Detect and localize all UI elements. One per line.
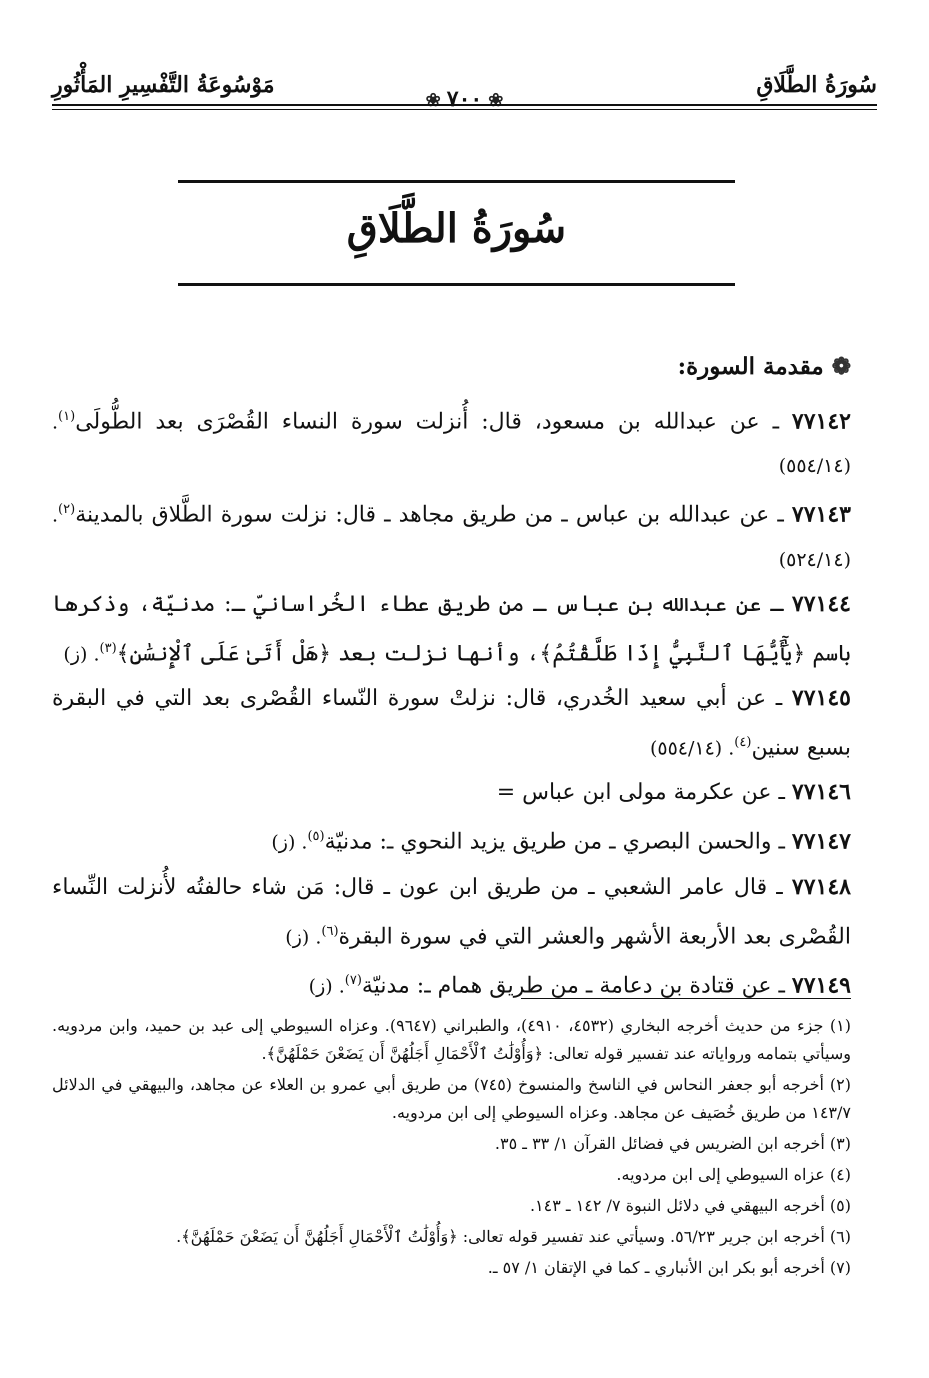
entry-text: ـ عن أبي سعيد الخُدري، قال: نزلتْ سورة النّساء القُصْرى بعد التي في البقرة بسبع سنين [52,685,851,761]
entry-77144 [52,582,851,676]
entry-reference: . (ز) [63,642,100,665]
entry-text: ـ قال عامر الشعبي ـ من طريق ابن عون ـ قال: مَن شاء حالفتُه لأُنزلت النِّساء القُصْرى بعد الأربعة الأشهر والعشر التي في سورة البقرة [52,874,851,949]
footnote-6: (٦) أخرجه ابن جرير ٥٦/٢٣. وسيأتي عند تفسير قوله تعالى: ﴿وَأُوْلَٰتُ ٱلْأَحْمَالِ أَجَلُهُنَّ أَن يَضَعْنَ حَمْلَهُنَّ﴾. [176,1227,851,1246]
entry-77143 [52,488,851,581]
entry-text: ـ عن عبدالله بن عباس ـ من طريق مجاهد ـ قال: نزلت سورة الطَّلاق بالمدينة [75,502,792,528]
ornament-icon: ❀ [488,90,504,111]
footnote-7: (٧) أخرجه أبو بكر ابن الأنباري ـ كما في الإتقان ١/ ٥٧ ـ. [487,1258,851,1277]
section-heading [52,345,851,389]
title-rule-top [178,180,735,183]
footnote-marker: (٥) [307,829,325,845]
entry-number: ٧٧١٤٦ [791,779,851,806]
entry-77146 [52,770,851,815]
footnotes [52,1012,851,1285]
entry-reference: . (٥٥٤/١٤) [649,737,735,760]
footnote-rule [521,998,851,999]
entry-reference: . (ز) [285,925,322,948]
entry-reference: . (٥٥٤/١٤) [52,411,851,478]
footnote-marker: (٢) [58,502,76,518]
running-header [52,60,877,130]
header-surah-name: سُورَةُ الطَّلَاقِ [756,72,877,98]
entry-text: ـ عن عبدالله بن عباس ـ من طريق عطاء الخُراسانيّ ـ: مدنيّة، وذكرها باسم ﴿يَٰٓأَيُّهَا ٱلنَّبِيُّ إِذَا طَلَّقْتُمُ﴾، وأنها نزلت بعد ﴿هَلْ أَتَىٰ عَلَى ٱلْإِنسَٰنِ﴾ [52,591,851,666]
entry-number: ٧٧١٤٤ [791,590,851,617]
entry-number: ٧٧١٤٨ [791,873,851,900]
footnote-1: (١) جزء من حديث أخرجه البخاري (٤٥٣٢، ٤٩١٠)، والطبراني (٩٦٤٧). وعزاه السيوطي إلى عبد بن حميد، وابن مردويه. وسيأتي بتمامه ورواياته عند تفسير قوله تعالى: ﴿وَأُوْلَٰتُ ٱلْأَحْمَالِ أَجَلُهُنَّ أَن يَضَعْنَ حَمْلَهُنَّ﴾. [52,1016,852,1063]
header-rule-thin [52,109,877,110]
header-book-title: مَوْسُوعَةُ التَّفْسِيرِ المَأْثُورِ [52,72,275,98]
entry-text: ـ عن عبدالله بن مسعود، قال: أُنزلت سورة النساء القُصْرَى بعد الطُّولَى [75,409,792,435]
page-number: ٧٠٠ [446,86,483,112]
entry-77147 [52,815,851,864]
entry-number: ٧٧١٤٩ [791,972,851,999]
footnote-marker: (٤) [734,734,752,750]
entry-text: ـ عن قتادة بن دعامة ـ من طريق همام ـ: مدنيّة [361,973,792,999]
footnote-marker: (٦) [321,923,339,939]
main-text [52,345,851,1008]
footnote-marker: (٧) [344,972,362,988]
footnote-3: (٣) أخرجه ابن الضريس في فضائل القرآن ١/ ٣٣ ـ ٣٥. [494,1134,851,1153]
title-rule-bottom [178,283,735,286]
entry-77145 [52,676,851,770]
entry-77149 [52,959,851,1008]
section-heading-label: مقدمة السورة: [677,353,824,380]
footnote-5: (٥) أخرجه البيهقي في دلائل النبوة ٧/ ١٤٢ ـ ١٤٣. [529,1196,851,1215]
ornament-icon: ❀ [425,90,441,111]
footnote-marker: (١) [58,409,76,424]
entry-number: ٧٧١٤٢ [791,408,851,435]
entry-77148 [52,865,851,959]
footnote-4: (٤) عزاه السيوطي إلى ابن مردويه. [616,1165,851,1184]
entry-number: ٧٧١٤٧ [791,828,851,855]
footnote-2: (٢) أخرجه أبو جعفر النحاس في الناسخ والمنسوخ (٧٤٥) من طريق أبي عمرو بن العلاء عن مجاهد، والبيهقي في الدلائل ١٤٣/٧ من طريق خُصَيف عن مجاهد. وعزاه السيوطي إلى ابن مردويه. [52,1075,851,1122]
entry-77142 [52,395,851,488]
entry-text: ـ عن عكرمة مولى ابن عباس = [496,780,792,806]
entry-reference: . (ز) [308,975,345,998]
surah-title: سُورَةُ الطَّلَاقِ [346,205,567,252]
entry-reference: . (ز) [271,831,308,854]
footnote-marker: (٣) [99,640,117,656]
entry-text: ـ والحسن البصري ـ من طريق يزيد النحوي ـ: مدنيّة [324,829,792,855]
header-rule [52,104,877,106]
flower-icon: ❁ [831,353,851,380]
entry-reference: . (٥٢٤/١٤) [52,504,851,571]
entry-number: ٧٧١٤٣ [791,501,851,528]
entry-number: ٧٧١٤٥ [791,684,851,711]
